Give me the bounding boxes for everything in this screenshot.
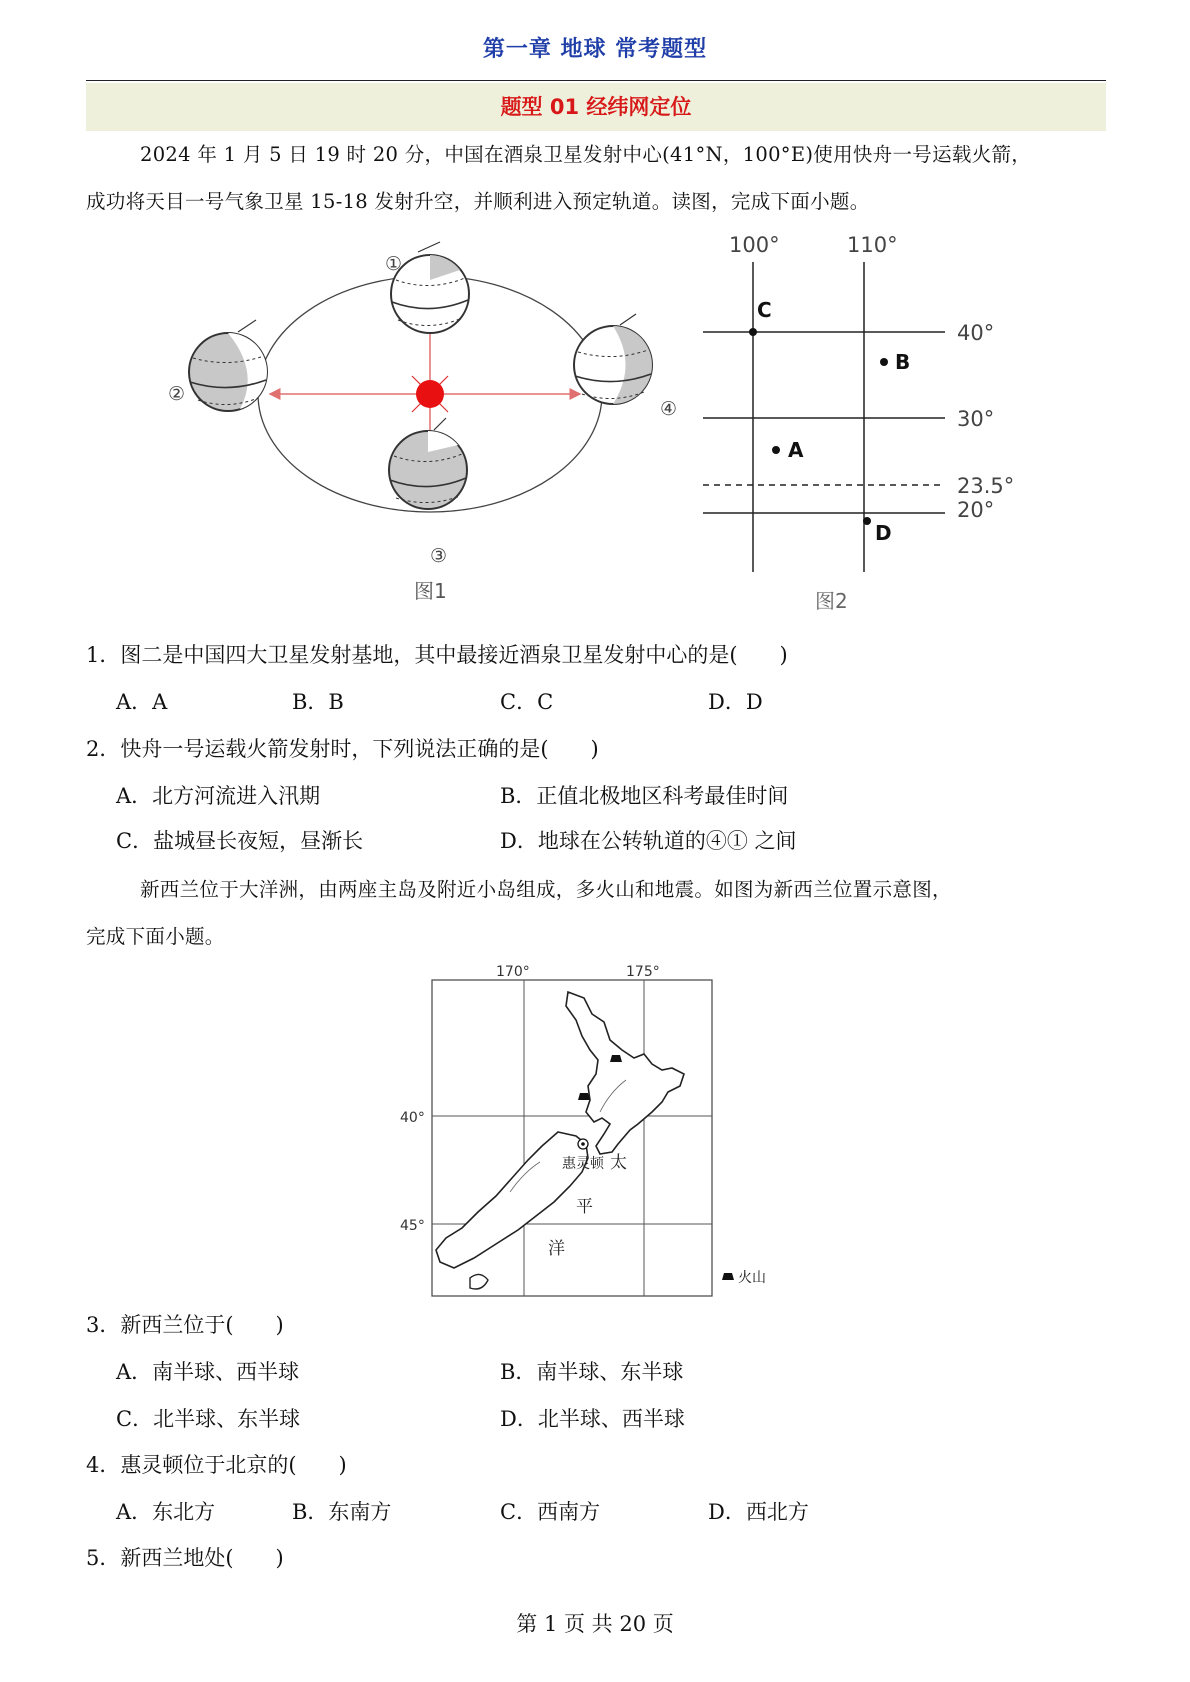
- figure-1-caption: 图1: [414, 579, 447, 603]
- city-label: 惠灵顿: [562, 1156, 604, 1172]
- intro-2-line-2: 完成下面小题。: [86, 925, 225, 948]
- point-d-dot: [863, 517, 871, 525]
- q4-option-d[interactable]: D．西北方: [708, 1500, 809, 1524]
- map-lat-label-45: 45°: [400, 1218, 425, 1234]
- legend-label: 火山: [738, 1270, 766, 1286]
- point-a-label: A: [788, 438, 804, 462]
- ocean-char-1: 太: [610, 1153, 627, 1173]
- capital-marker-dot: [581, 1142, 585, 1146]
- point-c-label: C: [757, 298, 772, 322]
- question-4-stem: 4．惠灵顿位于北京的( ): [86, 1453, 347, 1477]
- lat-label-20: 20°: [957, 498, 995, 522]
- page-title: 第一章 地球 常考题型: [482, 37, 708, 62]
- map-lat-label-40: 40°: [400, 1110, 425, 1126]
- figure-2-latlong-grid: [695, 232, 1025, 622]
- north-island: [566, 992, 684, 1154]
- q1-option-c[interactable]: C．C: [500, 690, 554, 714]
- lat-label-40: 40°: [957, 321, 995, 345]
- earth-position-2: [189, 320, 267, 411]
- point-b-dot: [880, 358, 888, 366]
- q3-option-b[interactable]: B．南半球、东半球: [500, 1360, 684, 1384]
- map-lon-label-170: 170°: [496, 964, 530, 980]
- intro-1-line-2: 成功将天目一号气象卫星 15-18 发射升空，并顺利进入预定轨道。读图，完成下面小题。: [86, 190, 870, 213]
- q2-option-d[interactable]: D．地球在公转轨道的④① 之间: [500, 829, 797, 853]
- q4-option-b[interactable]: B．东南方: [292, 1500, 392, 1524]
- q1-option-b[interactable]: B．B: [292, 690, 344, 714]
- intro-paragraph-1: [86, 131, 1106, 225]
- page-footer: 第 1 页 共 20 页: [516, 1612, 674, 1636]
- point-a-dot: [772, 446, 780, 454]
- ocean-char-2: 平: [576, 1197, 593, 1217]
- question-3-stem: 3．新西兰位于( ): [86, 1313, 284, 1337]
- q2-option-c[interactable]: C．盐城昼长夜短，昼渐长: [116, 829, 364, 853]
- figure-2-caption: 图2: [815, 589, 848, 613]
- point-b-label: B: [895, 350, 911, 374]
- figure-1-orbit-diagram: [160, 240, 700, 620]
- q4-option-c[interactable]: C．西南方: [500, 1500, 601, 1524]
- lon-label-110: 110°: [847, 233, 898, 257]
- point-d-label: D: [875, 521, 892, 545]
- position-label-1: ①: [385, 253, 403, 275]
- earth-position-3: [389, 418, 467, 509]
- q3-option-c[interactable]: C．北半球、东半球: [116, 1407, 301, 1431]
- legend-volcano-icon: [722, 1273, 734, 1280]
- question-1-stem: 1．图二是中国四大卫星发射基地，其中最接近酒泉卫星发射中心的是( ): [86, 643, 788, 667]
- volcano-icon: [578, 1093, 590, 1100]
- lon-label-100: 100°: [729, 233, 780, 257]
- q3-option-a[interactable]: A．南半球、西半球: [116, 1360, 300, 1384]
- map-lon-label-175: 175°: [626, 964, 660, 980]
- point-c-dot: [749, 328, 757, 336]
- south-island: [436, 1132, 588, 1268]
- q2-option-b[interactable]: B．正值北极地区科考最佳时间: [500, 784, 789, 808]
- q4-option-a[interactable]: A．东北方: [116, 1500, 216, 1524]
- section-heading: 题型 01 经纬网定位: [86, 83, 1106, 131]
- q1-option-d[interactable]: D．D: [708, 690, 763, 714]
- position-label-2: ②: [168, 383, 186, 405]
- volcano-icon: [610, 1055, 622, 1062]
- q1-option-a[interactable]: A．A: [116, 690, 168, 714]
- lat-label-23-5: 23.5°: [957, 474, 1015, 498]
- title-divider: [86, 80, 1106, 81]
- question-5-stem: 5．新西兰地处( ): [86, 1546, 284, 1570]
- new-zealand-map: [390, 962, 790, 1302]
- earth-position-1: [391, 242, 469, 333]
- position-label-3: ③: [430, 545, 448, 567]
- lat-label-30: 30°: [957, 407, 995, 431]
- earth-position-4: [574, 314, 652, 404]
- stewart-island: [470, 1274, 488, 1289]
- question-2-stem: 2．快舟一号运载火箭发射时，下列说法正确的是( ): [86, 737, 599, 761]
- position-label-4: ④: [660, 398, 678, 420]
- q2-option-a[interactable]: A．北方河流进入汛期: [116, 784, 321, 808]
- q3-option-d[interactable]: D．北半球、西半球: [500, 1407, 685, 1431]
- intro-paragraph-2: [86, 866, 1106, 960]
- intro-1-line-1: 2024 年 1 月 5 日 19 时 20 分，中国在酒泉卫星发射中心(41°N，100°E)使用快舟一号运载火箭，: [140, 143, 1032, 166]
- sun-icon: [412, 376, 448, 412]
- intro-2-line-1: 新西兰位于大洋洲，由两座主岛及附近小岛组成，多火山和地震。如图为新西兰位置示意图，: [140, 878, 952, 901]
- ocean-char-3: 洋: [548, 1239, 565, 1259]
